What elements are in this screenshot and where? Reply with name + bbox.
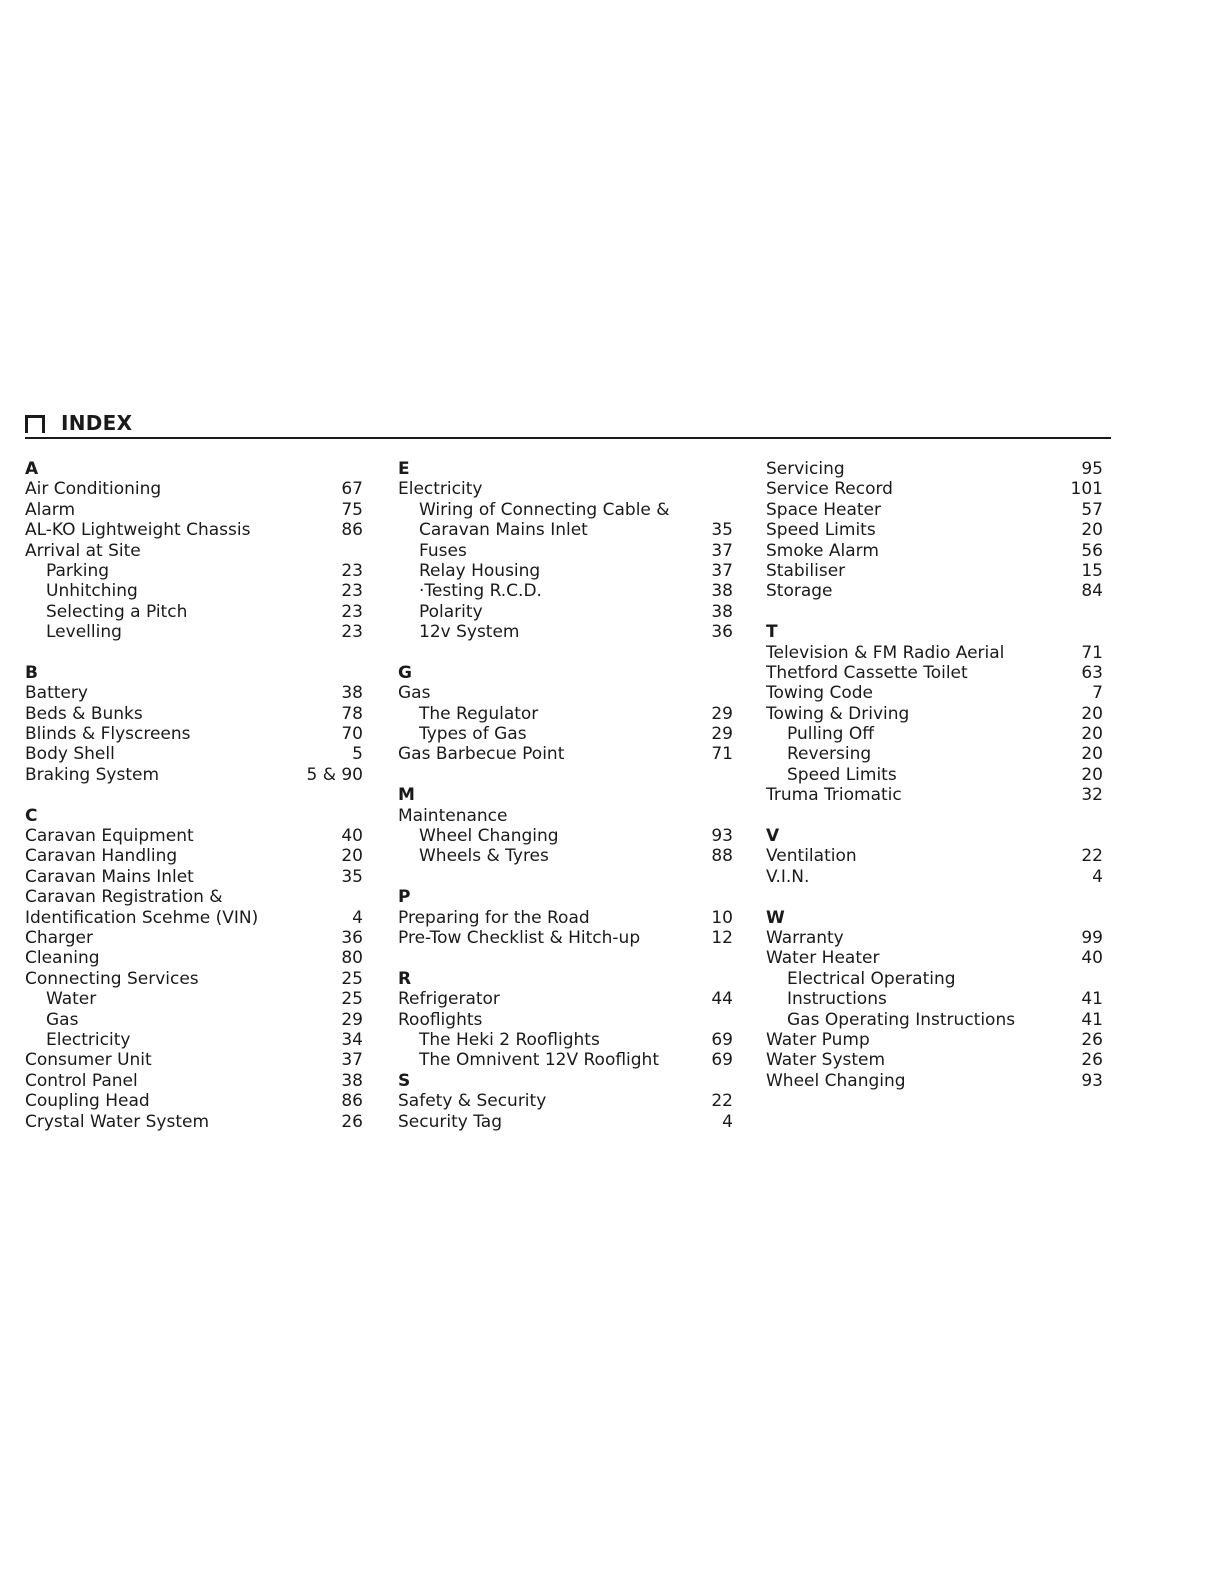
entry-label: Water (46, 989, 97, 1010)
entry-label: G (398, 662, 412, 683)
index-entry (25, 1071, 363, 1091)
index-entry (25, 724, 363, 744)
entry-label: Maintenance (398, 805, 508, 826)
index-entry (398, 989, 733, 1009)
spacer (25, 643, 363, 663)
entry-label: Ventilation (766, 846, 857, 867)
index-entry (25, 765, 363, 785)
page-number: 71 (711, 744, 733, 765)
entry-label: W (766, 907, 785, 928)
index-subentry (25, 1010, 363, 1030)
section-letter (25, 806, 363, 826)
entry-label: The Regulator (419, 703, 539, 724)
page-number: 69 (711, 1029, 733, 1050)
entry-label: Electrical Operating (787, 968, 956, 989)
entry-label: Control Panel (25, 1070, 138, 1091)
entry-label: R (398, 968, 412, 989)
index-entry (25, 1050, 363, 1070)
page-number: 4 (1092, 866, 1103, 887)
index-subentry (398, 581, 733, 601)
index-subentry (766, 969, 1103, 989)
index-entry (25, 908, 363, 928)
page-number: 38 (711, 601, 733, 622)
index-subentry (398, 602, 733, 622)
page-number: 70 (341, 724, 363, 745)
index-subentry (398, 846, 733, 866)
index-subentry (25, 561, 363, 581)
entry-label: M (398, 785, 415, 806)
index-entry (766, 704, 1103, 724)
index-entry (25, 1112, 363, 1132)
entry-label: Television & FM Radio Aerial (766, 642, 1005, 663)
spacer (766, 602, 1103, 622)
section-letter (398, 785, 733, 805)
page-number: 29 (711, 703, 733, 724)
page-number: 5 (352, 744, 363, 765)
page-number: 93 (1081, 1070, 1103, 1091)
page-number: 38 (341, 683, 363, 704)
entry-label: Caravan Equipment (25, 826, 194, 847)
index-subentry (766, 1010, 1103, 1030)
index-entry (766, 541, 1103, 561)
page-number: 69 (711, 1050, 733, 1071)
entry-label: C (25, 805, 38, 826)
square-box-icon (25, 415, 45, 433)
index-entry (766, 1071, 1103, 1091)
entry-label: Connecting Services (25, 968, 199, 989)
entry-label: V.I.N. (766, 866, 810, 887)
page-number: 20 (1081, 744, 1103, 765)
index-entry (25, 683, 363, 703)
page-number: 78 (341, 703, 363, 724)
entry-label: Charger (25, 927, 93, 948)
entry-label: Security Tag (398, 1111, 502, 1132)
index-entry (766, 1050, 1103, 1070)
entry-label: Pulling Off (787, 724, 874, 745)
entry-label: Braking System (25, 764, 159, 785)
index-entry (766, 561, 1103, 581)
index-subentry (25, 989, 363, 1009)
entry-label: Consumer Unit (25, 1050, 152, 1071)
entry-label: Unhitching (46, 581, 138, 602)
index-entry (25, 928, 363, 948)
index-entry (25, 500, 363, 520)
page-number: 26 (1081, 1050, 1103, 1071)
page-number: 23 (341, 560, 363, 581)
section-letter (766, 622, 1103, 642)
index-entry (25, 887, 363, 907)
entry-label: Cleaning (25, 948, 100, 969)
page-number: 101 (1070, 479, 1103, 500)
entry-label: Identification Scehme (VIN) (25, 907, 259, 928)
entry-label: Gas (46, 1009, 79, 1030)
page-number: 36 (711, 622, 733, 643)
entry-label: Truma Triomatic (766, 785, 902, 806)
index-entry (766, 867, 1103, 887)
index-entry (25, 846, 363, 866)
page-number: 86 (341, 520, 363, 541)
entry-label: Parking (46, 560, 110, 581)
page-number: 86 (341, 1091, 363, 1112)
page-number: 23 (341, 622, 363, 643)
page-number: 26 (341, 1111, 363, 1132)
page-number: 26 (1081, 1029, 1103, 1050)
entry-label: ·Testing R.C.D. (419, 581, 542, 602)
spacer (766, 887, 1103, 907)
index-entry (766, 1030, 1103, 1050)
page-number: 88 (711, 846, 733, 867)
page-number: 99 (1081, 927, 1103, 948)
index-subentry (398, 500, 733, 520)
index-entry (398, 928, 733, 948)
index-entry (766, 948, 1103, 968)
index-entry (766, 643, 1103, 663)
page-number: 37 (711, 560, 733, 581)
index-entry (766, 785, 1103, 805)
page-number: 23 (341, 601, 363, 622)
index-subentry (398, 520, 733, 540)
entry-label: Selecting a Pitch (46, 601, 188, 622)
entry-label: E (398, 459, 410, 479)
section-letter (398, 1071, 733, 1091)
entry-label: Polarity (419, 601, 483, 622)
index-entry (398, 1112, 733, 1132)
page-number: 25 (341, 989, 363, 1010)
index-entry (25, 704, 363, 724)
entry-label: Preparing for the Road (398, 907, 590, 928)
page-number: 40 (1081, 948, 1103, 969)
index-entry (25, 969, 363, 989)
page-number: 84 (1081, 581, 1103, 602)
page-number: 29 (711, 724, 733, 745)
entry-label: Wheel Changing (419, 826, 559, 847)
spacer (398, 867, 733, 887)
page-number: 63 (1081, 662, 1103, 683)
page-number: 36 (341, 927, 363, 948)
spacer (398, 765, 733, 785)
entry-label: Coupling Head (25, 1091, 150, 1112)
spacer (25, 785, 363, 805)
index-subentry (25, 622, 363, 642)
page-number: 75 (341, 499, 363, 520)
index-subentry (25, 581, 363, 601)
page-number: 29 (341, 1009, 363, 1030)
page-number: 56 (1081, 540, 1103, 561)
entry-label: P (398, 887, 411, 908)
entry-label: Wheels & Tyres (419, 846, 549, 867)
entry-label: S (398, 1070, 411, 1091)
entry-label: Gas (398, 683, 431, 704)
page-number: 10 (711, 907, 733, 928)
index-subentry (398, 1050, 733, 1070)
page-number: 34 (341, 1029, 363, 1050)
page-title: INDEX (61, 411, 133, 435)
spacer (398, 948, 733, 968)
entry-label: Caravan Handling (25, 846, 178, 867)
entry-label: Instructions (787, 989, 887, 1010)
entry-label: Electricity (46, 1029, 131, 1050)
index-entry (25, 479, 363, 499)
section-letter (25, 459, 363, 479)
page-number: 38 (711, 581, 733, 602)
index-entry (766, 683, 1103, 703)
page-number: 40 (341, 826, 363, 847)
index-entry (766, 663, 1103, 683)
entry-label: Space Heater (766, 499, 881, 520)
section-letter (398, 663, 733, 683)
entry-label: B (25, 662, 38, 683)
entry-label: Pre-Tow Checklist & Hitch-up (398, 927, 641, 948)
page-number: 93 (711, 826, 733, 847)
entry-label: Speed Limits (766, 520, 876, 541)
page-number: 4 (722, 1111, 733, 1132)
page-number: 44 (711, 989, 733, 1010)
index-subentry (398, 622, 733, 642)
page-number: 41 (1081, 1009, 1103, 1030)
page-number: 57 (1081, 499, 1103, 520)
page-number: 20 (1081, 520, 1103, 541)
entry-label: Water Heater (766, 948, 880, 969)
index-column-1 (25, 459, 363, 1132)
index-entry (398, 479, 733, 499)
section-letter (766, 826, 1103, 846)
entry-label: Types of Gas (419, 724, 527, 745)
entry-label: Water Pump (766, 1029, 870, 1050)
section-letter (398, 887, 733, 907)
index-entry (25, 1091, 363, 1111)
index-subentry (766, 765, 1103, 785)
index-subentry (766, 989, 1103, 1009)
index-subentry (766, 744, 1103, 764)
index-header (25, 410, 1111, 439)
entry-label: Fuses (419, 540, 467, 561)
entry-label: Electricity (398, 479, 483, 500)
page-number: 38 (341, 1070, 363, 1091)
page-number: 22 (711, 1091, 733, 1112)
page-number: 7 (1092, 683, 1103, 704)
index-entry (398, 908, 733, 928)
index-subentry (766, 724, 1103, 744)
page-number: 20 (1081, 724, 1103, 745)
index-entry (25, 948, 363, 968)
entry-label: The Omnivent 12V Rooflight (419, 1050, 660, 1071)
entry-label: Thetford Cassette Toilet (766, 662, 968, 683)
page-number: 32 (1081, 785, 1103, 806)
page-number: 20 (1081, 703, 1103, 724)
index-entry (766, 520, 1103, 540)
index-subentry (398, 704, 733, 724)
entry-label: The Heki 2 Rooflights (419, 1029, 600, 1050)
entry-label: Servicing (766, 459, 845, 479)
index-entry (398, 1091, 733, 1111)
section-letter (25, 663, 363, 683)
page-number: 35 (711, 520, 733, 541)
page-number: 71 (1081, 642, 1103, 663)
page-number: 80 (341, 948, 363, 969)
index-entry (766, 459, 1103, 479)
index-entry (398, 1010, 733, 1030)
entry-label: Warranty (766, 927, 844, 948)
entry-label: Storage (766, 581, 833, 602)
index-subentry (25, 602, 363, 622)
entry-label: Safety & Security (398, 1091, 547, 1112)
index-entry (766, 928, 1103, 948)
entry-label: V (766, 826, 780, 847)
entry-label: Water System (766, 1050, 886, 1071)
index-entry (766, 500, 1103, 520)
section-letter (766, 908, 1103, 928)
index-entry (25, 867, 363, 887)
entry-label: Caravan Registration & (25, 887, 223, 908)
section-letter (398, 459, 733, 479)
entry-label: Caravan Mains Inlet (419, 520, 588, 541)
entry-label: Blinds & Flyscreens (25, 724, 191, 745)
entry-label: Arrival at Site (25, 540, 141, 561)
index-entry (766, 846, 1103, 866)
index-entry (766, 581, 1103, 601)
entry-label: Beds & Bunks (25, 703, 143, 724)
entry-label: Towing Code (766, 683, 874, 704)
index-entry (25, 826, 363, 846)
entry-label: Levelling (46, 622, 122, 643)
index-subentry (398, 826, 733, 846)
index-entry (398, 683, 733, 703)
section-letter (398, 969, 733, 989)
index-entry (25, 541, 363, 561)
entry-label: AL-KO Lightweight Chassis (25, 520, 251, 541)
entry-label: Towing & Driving (766, 703, 910, 724)
index-entry (766, 479, 1103, 499)
page-number: 12 (711, 927, 733, 948)
index-subentry (398, 541, 733, 561)
page-number: 20 (1081, 764, 1103, 785)
index-entry (25, 744, 363, 764)
entry-label: Alarm (25, 499, 76, 520)
entry-label: Crystal Water System (25, 1111, 210, 1132)
entry-label: Wheel Changing (766, 1070, 906, 1091)
entry-label: Service Record (766, 479, 893, 500)
page-number: 35 (341, 866, 363, 887)
index-subentry (398, 1030, 733, 1050)
entry-label: Gas Barbecue Point (398, 744, 565, 765)
index-entry (398, 806, 733, 826)
page-number: 22 (1081, 846, 1103, 867)
page-number: 37 (711, 540, 733, 561)
index-entry (398, 744, 733, 764)
entry-label: Caravan Mains Inlet (25, 866, 194, 887)
spacer (766, 806, 1103, 826)
entry-label: Refrigerator (398, 989, 500, 1010)
index-entry (25, 520, 363, 540)
page-number: 15 (1081, 560, 1103, 581)
page-number: 37 (341, 1050, 363, 1071)
page-number: 67 (341, 479, 363, 500)
page-number: 23 (341, 581, 363, 602)
entry-label: T (766, 622, 778, 643)
entry-label: Battery (25, 683, 88, 704)
page-number: 20 (341, 846, 363, 867)
index-column-2 (398, 459, 733, 1132)
entry-label: Relay Housing (419, 560, 541, 581)
entry-label: Wiring of Connecting Cable & (419, 499, 670, 520)
index-subentry (398, 561, 733, 581)
entry-label: Body Shell (25, 744, 115, 765)
entry-label: Reversing (787, 744, 872, 765)
index-subentry (398, 724, 733, 744)
entry-label: Smoke Alarm (766, 540, 879, 561)
entry-label: A (25, 459, 39, 479)
page-number: 4 (352, 907, 363, 928)
index-subentry (25, 1030, 363, 1050)
entry-label: Gas Operating Instructions (787, 1009, 1016, 1030)
entry-label: Speed Limits (787, 764, 897, 785)
index-column-3 (766, 459, 1103, 1091)
entry-label: 12v System (419, 622, 520, 643)
entry-label: Rooflights (398, 1009, 483, 1030)
page-number: 41 (1081, 989, 1103, 1010)
entry-label: Stabiliser (766, 560, 846, 581)
entry-label: Air Conditioning (25, 479, 162, 500)
page-number: 5 & 90 (306, 764, 363, 785)
spacer (398, 643, 733, 663)
page-number: 95 (1081, 459, 1103, 479)
page-number: 25 (341, 968, 363, 989)
